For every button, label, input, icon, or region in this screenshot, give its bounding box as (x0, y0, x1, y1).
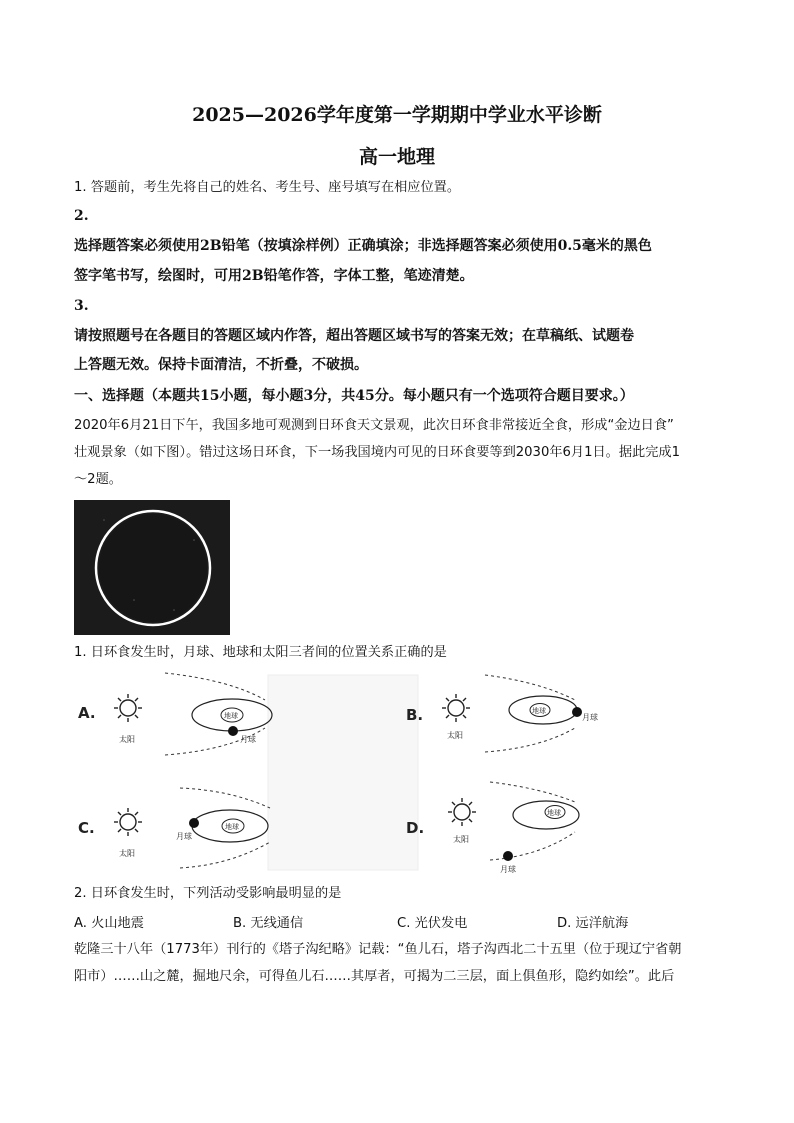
passage-1-line-2: 壮观景象（如下图）。错过这场日环食，下一场我国境内可见的日环食要等到2030年6月1日。据此完成1 (74, 445, 681, 460)
exam-title: 2025—2026学年度第一学期期中学业水平诊断 (192, 104, 602, 126)
sun-icon (114, 694, 142, 722)
sun-label: 太阳 (447, 731, 463, 740)
passage-1-line-1: 2020年6月21日下午，我国多地可观测到日环食天文景观，此次日环食非常接近全食，形成“金边日食” (74, 418, 674, 433)
passage-1-line-3: ～2题。 (74, 472, 122, 487)
sun-icon (448, 798, 476, 826)
option-c-diagram (78, 788, 270, 868)
moon-icon (572, 707, 582, 717)
option-d-label: D. (406, 819, 425, 837)
moon-label: 月球 (582, 713, 598, 722)
question-2-stem: 2. 日环食发生时，下列活动受影响最明显的是 (74, 886, 342, 901)
option-b-label: B. (406, 706, 424, 724)
moon-label: 月球 (500, 865, 516, 874)
moon-icon (228, 726, 238, 736)
option-c-label: C. (78, 819, 95, 837)
passage-2-line-1: 乾隆三十八年（1773年）刊行的《塔子沟纪略》记载：“鱼儿石，塔子沟西北二十五里（位于现辽宁省朝 (74, 942, 682, 957)
passage-2-line-2: 阳市）……山之麓，掘地尺余，可得鱼儿石……其厚者，可揭为二三层，面上俱鱼形，隐约如绘”。此后 (74, 969, 675, 984)
instruction-3-line-1: 请按照题号在各题目的答题区域内作答，超出答题区域书写的答案无效；在草稿纸、试题卷 (74, 328, 634, 344)
question-2-option-c: C. 光伏发电 (397, 916, 468, 931)
question-2-option-a: A. 火山地震 (74, 916, 144, 931)
option-d-diagram (406, 782, 579, 874)
instruction-3-line-2: 上答题无效。保持卡面清洁，不折叠，不破损。 (74, 357, 368, 373)
eclipse-position-diagram (70, 670, 600, 875)
sun-label: 太阳 (119, 735, 135, 744)
sun-label: 太阳 (119, 849, 135, 858)
instruction-2-line-2: 签字笔书写，绘图时，可用2B铅笔作答，字体工整，笔迹清楚。 (74, 268, 474, 284)
annular-eclipse-photo (74, 500, 230, 635)
section-heading: 一、选择题（本题共15小题，每小题3分，共45分。每小题只有一个选项符合题目要求。） (74, 388, 634, 404)
question-2-option-d: D. 远洋航海 (557, 916, 629, 931)
earth-label: 地球 (225, 823, 239, 831)
sun-icon (114, 808, 142, 836)
option-a-label: A. (78, 704, 96, 722)
moon-label: 月球 (240, 735, 256, 744)
moon-label: 月球 (176, 832, 192, 841)
earth-label: 地球 (224, 712, 238, 720)
instruction-2-line-1: 选择题答案必须使用2B铅笔（按填涂样例）正确填涂；非选择题答案必须使用0.5毫米的黑色 (74, 238, 652, 254)
question-1-stem: 1. 日环食发生时，月球、地球和太阳三者间的位置关系正确的是 (74, 645, 447, 660)
question-2-option-b: B. 无线通信 (233, 916, 304, 931)
instruction-3-number: 3. (74, 298, 89, 314)
earth-label: 地球 (532, 707, 546, 715)
moon-icon (189, 818, 199, 828)
option-a-diagram (78, 673, 272, 755)
instruction-1: 1. 答题前，考生先将自己的姓名、考生号、座号填写在相应位置。 (74, 180, 461, 195)
sun-label: 太阳 (453, 835, 469, 844)
instruction-2-number: 2. (74, 208, 89, 224)
option-b-diagram (406, 675, 598, 752)
earth-label: 地球 (547, 809, 561, 817)
exam-subject: 高一地理 (358, 146, 435, 168)
sun-icon (442, 694, 470, 722)
moon-icon (503, 851, 513, 861)
